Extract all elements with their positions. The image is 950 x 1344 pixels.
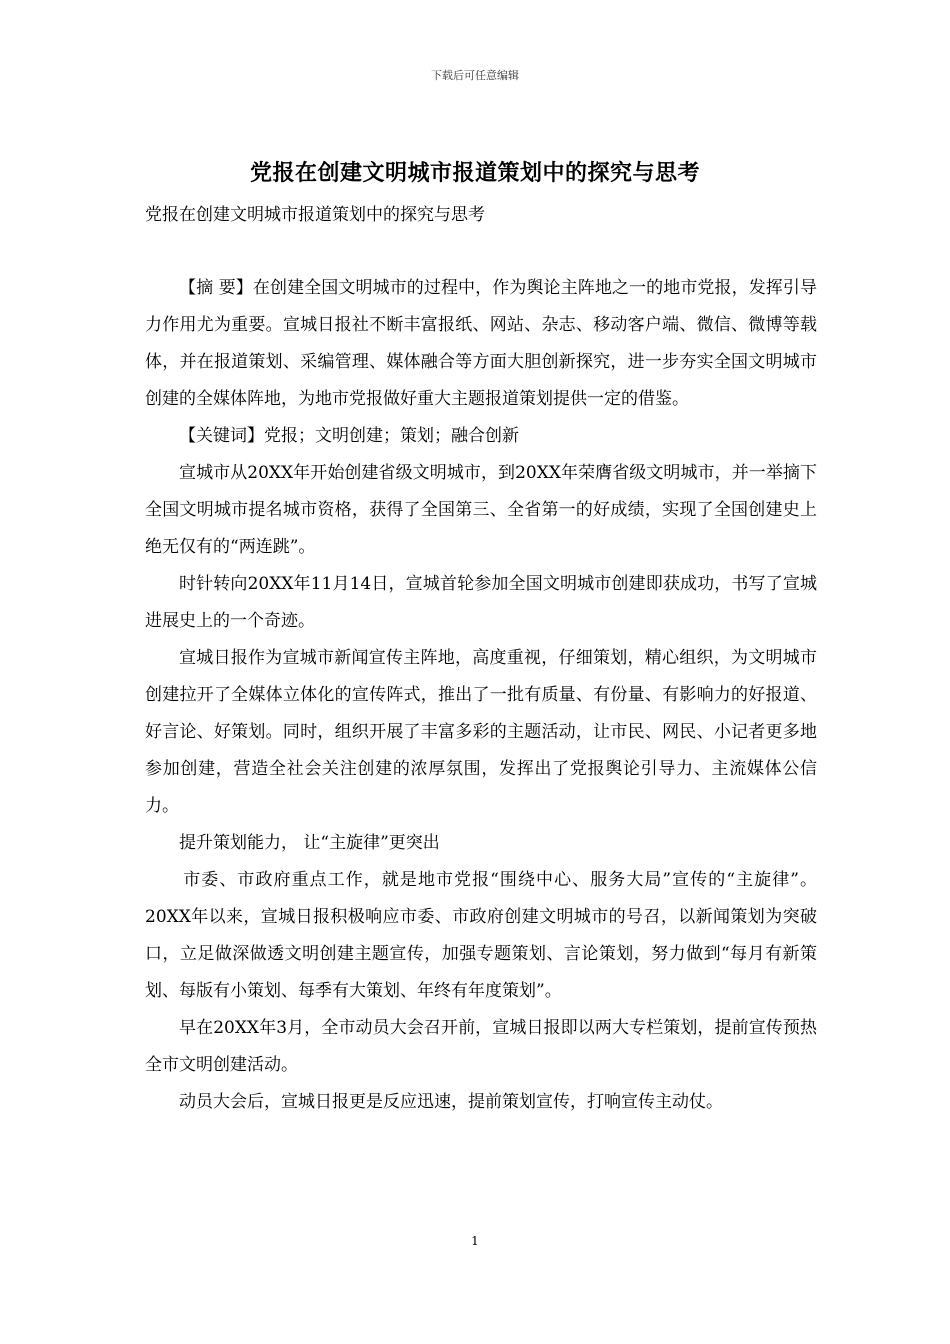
section-heading: 提升策划能力， 让“主旋律”更突出 [179, 833, 440, 853]
page-number: 1 [471, 1234, 479, 1248]
body-paragraph: 动员大会后，宣城日报更是反应迅速，提前策划宣传，打响宣传主动仗。 [179, 1092, 723, 1112]
body-paragraph: 时针转向20XX年11月14日，宣城首轮参加全国文明城市创建即获成功，书写了宣城进展史上的一个奇迹。 [145, 574, 817, 631]
body-paragraph: 市委、市政府重点工作，就是地市党报“围绕中心、服务大局”宣传的“主旋律”。20XX年以来，宣城日报积极响应市委、市政府创建文明城市的号召，以新闻策划为突破口，立足做深做透文明创建主题宣传，加强专题策划、言论策划，努力做到“每月有新策划、每版有小策划、每季有大策划、年终有年度策划”。 [145, 870, 817, 1001]
body-paragraph: 宣城市从20XX年开始创建省级文明城市，到20XX年荣膺省级文明城市，并一举摘下全国文明城市提名城市资格，获得了全国第三、全省第一的好成绩，实现了全国创建史上绝无仅有的“两连跳”。 [145, 463, 817, 557]
document-subtitle: 党报在创建文明城市报道策划中的探究与思考 [145, 205, 485, 225]
keywords-paragraph: 【关键词】党报；文明创建；策划；融合创新 [179, 426, 519, 446]
abstract-paragraph: 【摘 要】在创建全国文明城市的过程中，作为舆论主阵地之一的地市党报，发挥引导力作用尤为重要。宣城日报社不断丰富报纸、网站、杂志、移动客户端、微信、微博等载体，并在报道策划、采编管理、媒体融合等方面大胆创新探究，进一步夯实全国文明城市创建的全媒体阵地，为地市党报做好重大主题报道策划提供一定的借鉴。 [145, 278, 817, 409]
document-body [145, 270, 817, 1121]
header-note: 下载后可任意编辑 [431, 69, 519, 82]
document-title: 党报在创建文明城市报道策划中的探究与思考 [249, 160, 700, 186]
body-paragraph: 宣城日报作为宣城市新闻宣传主阵地，高度重视，仔细策划，精心组织，为文明城市创建拉开了全媒体立体化的宣传阵式，推出了一批有质量、有份量、有影响力的好报道、好言论、好策划。同时，组织开展了丰富多彩的主题活动，让市民、网民、小记者更多地参加创建，营造全社会关注创建的浓厚氛围，发挥出了党报舆论引导力、主流媒体公信力。 [145, 648, 817, 816]
body-paragraph: 早在20XX年3月，全市动员大会召开前，宣城日报即以两大专栏策划，提前宣传预热全市文明创建活动。 [145, 1018, 817, 1075]
